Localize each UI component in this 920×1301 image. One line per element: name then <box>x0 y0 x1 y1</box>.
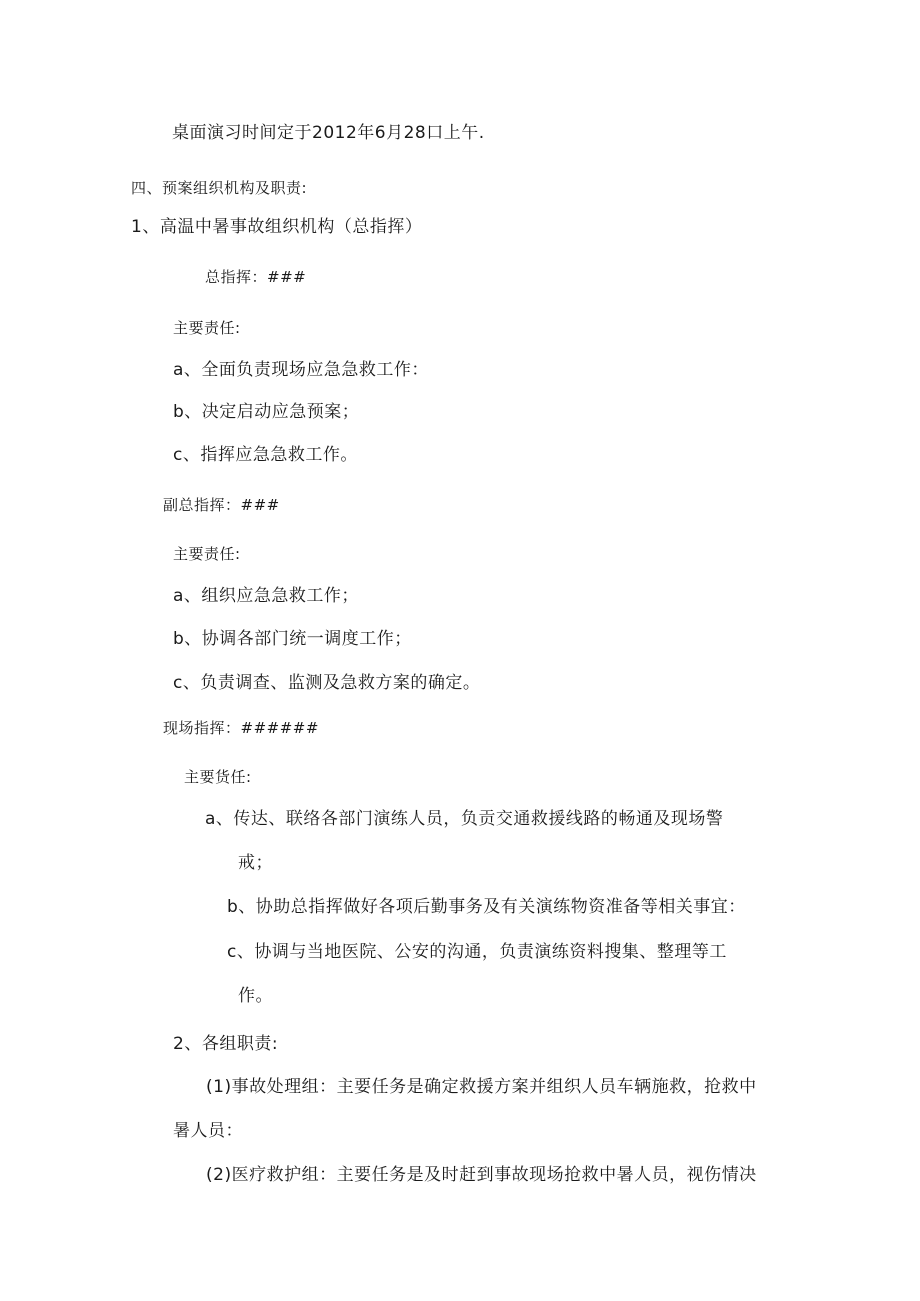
site-duty-a-line-1: a、传达、联络各部门演练人员，负贡交通救援线路的畅通及现场警 <box>205 809 724 829</box>
commander-duty-c: c、指挥应急急救工作。 <box>173 445 358 465</box>
item-2-title: 2、各组职责: <box>173 1034 279 1054</box>
site-duty-b: b、协助总指挥做好各项后勤事务及有关演练物资准备等相关事宜： <box>227 897 746 917</box>
site-duty-a-line-2: 戒； <box>238 853 273 873</box>
site-duties-label: 主要货任: <box>184 768 252 786</box>
deputy-duty-a: a、组织应急急救工作； <box>173 586 359 606</box>
item-1-title: 1、高温中暑事故组织机构（总指挥） <box>131 217 423 237</box>
site-duty-c-line-1: c、协调与当地医院、公安的沟通，负责演练资料搜集、整理等工 <box>227 942 727 962</box>
commander-duty-b: b、决定启动应急预案； <box>173 402 360 422</box>
deputy-commander-title: 副总指挥：### <box>163 496 280 514</box>
accident-group-line-2: 暑人员： <box>173 1121 243 1141</box>
deputy-duty-c: c、负责调查、监测及急救方案的确定。 <box>173 673 481 693</box>
commander-title: 总指挥：### <box>205 268 307 286</box>
intro-paragraph: 桌面演习时间定于2012年6月28口上午. <box>172 123 485 143</box>
section-4-heading: 四、预案组织机构及职责: <box>131 179 308 197</box>
commander-duty-a: a、全面负责现场应急急救工作： <box>173 360 429 380</box>
accident-group-line-1: (1)事故处理组：主要任务是确定救援方案并组织人员车辆施救，抢救中 <box>206 1077 757 1097</box>
site-duty-c-line-2: 作。 <box>238 986 273 1006</box>
deputy-duty-b: b、协调各部门统一调度工作； <box>173 629 412 649</box>
commander-duties-label: 主要责任: <box>173 319 241 337</box>
medical-group-line-1: (2)医疗救护组：主要任务是及时赶到事故现场抢救中暑人员，视伤情决 <box>206 1165 757 1185</box>
deputy-duties-label: 主要责任: <box>173 545 241 563</box>
site-commander-title: 现场指挥：###### <box>163 719 319 737</box>
